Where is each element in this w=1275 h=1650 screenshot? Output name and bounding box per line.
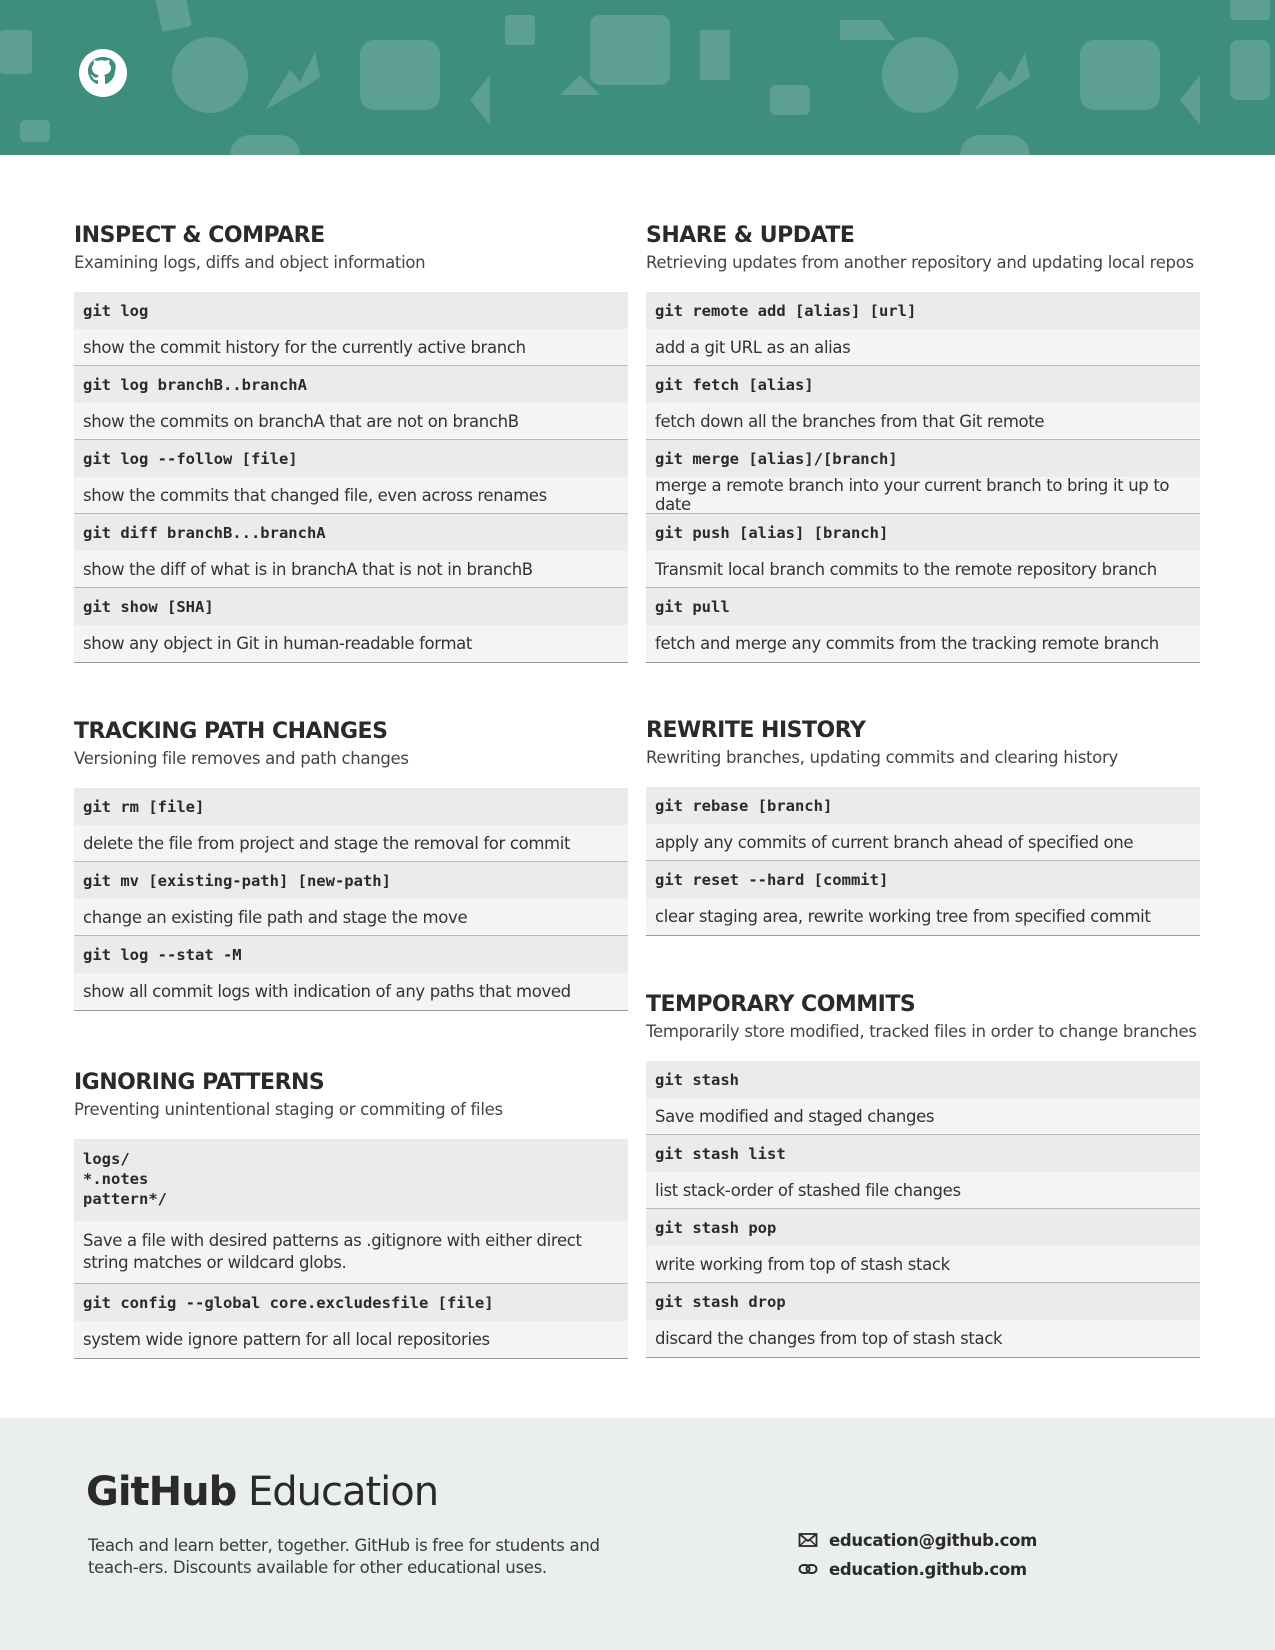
description-cell: Save modified and staged changes [646, 1098, 1200, 1135]
description-cell: clear staging area, rewrite working tree from specified commit [646, 898, 1200, 935]
section-subtitle: Preventing unintentional staging or commiting of files [74, 1100, 503, 1119]
section-title: REWRITE HISTORY [646, 718, 866, 743]
envelope-icon [798, 1530, 818, 1550]
link-icon [798, 1559, 818, 1579]
email-link[interactable]: education@github.com [829, 1530, 1038, 1550]
description-cell: discard the changes from top of stash stack [646, 1320, 1200, 1357]
command-cell: git reset --hard [commit] [646, 861, 1200, 898]
section-subtitle: Temporarily store modified, tracked files in order to change branches [646, 1022, 1197, 1041]
section-title: SHARE & UPDATE [646, 223, 855, 248]
section-subtitle: Rewriting branches, updating commits and clearing history [646, 748, 1118, 767]
section-temporary-commits [646, 992, 1200, 1358]
command-cell: git merge [alias]/[branch] [646, 440, 1200, 477]
command-cell: git log branchB..branchA [74, 366, 628, 403]
command-cell: git log --stat -M [74, 936, 628, 973]
command-table [74, 1139, 628, 1359]
brand-bold: GitHub [86, 1469, 237, 1515]
footer-tagline: Teach and learn better, together. GitHub is free for students and teach-ers. Discounts available for other educational uses. [88, 1536, 600, 1577]
description-cell: write working from top of stash stack [646, 1246, 1200, 1283]
command-cell: git show [SHA] [74, 588, 628, 625]
command-table [646, 787, 1200, 936]
website-link[interactable]: education.github.com [829, 1559, 1027, 1579]
command-cell: git rebase [branch] [646, 787, 1200, 824]
section-rewrite-history [646, 718, 1200, 936]
command-cell: git log --follow [file] [74, 440, 628, 477]
section-title: INSPECT & COMPARE [74, 223, 325, 248]
section-title: TEMPORARY COMMITS [646, 992, 916, 1017]
description-cell: Transmit local branch commits to the remote repository branch [646, 551, 1200, 588]
description-cell: fetch and merge any commits from the tracking remote branch [646, 625, 1200, 662]
description-cell: apply any commits of current branch ahead of specified one [646, 824, 1200, 861]
section-subtitle: Versioning file removes and path changes [74, 749, 409, 768]
command-cell: git stash [646, 1061, 1200, 1098]
section-subtitle: Retrieving updates from another repository and updating local repos [646, 253, 1194, 272]
github-octocat-logo [78, 48, 128, 98]
command-cell: git pull [646, 588, 1200, 625]
description-cell: Save a file with desired patterns as .gitignore with either direct string matches or wildcard globs. [74, 1221, 628, 1284]
command-cell: git stash drop [646, 1283, 1200, 1320]
description-cell: show the commits on branchA that are not on branchB [74, 403, 628, 440]
section-ignoring-patterns [74, 1070, 628, 1359]
command-table [74, 788, 628, 1011]
description-cell: fetch down all the branches from that Git remote [646, 403, 1200, 440]
command-table [646, 292, 1200, 663]
header-banner [0, 0, 1275, 155]
banner-pattern [0, 0, 1275, 155]
contact-email[interactable] [798, 1530, 1037, 1550]
description-cell: merge a remote branch into your current branch to bring it up to date [646, 477, 1200, 514]
command-cell: git mv [existing-path] [new-path] [74, 862, 628, 899]
description-cell: show the commit history for the currently active branch [74, 329, 628, 366]
description-cell: show the diff of what is in branchA that is not in branchB [74, 551, 628, 588]
section-title: IGNORING PATTERNS [74, 1070, 325, 1095]
description-cell: show all commit logs with indication of any paths that moved [74, 973, 628, 1010]
section-inspect-compare [74, 223, 628, 663]
section-title: TRACKING PATH CHANGES [74, 719, 388, 744]
gitignore-code-block: logs/ *.notes pattern*/ [74, 1139, 628, 1221]
command-cell: git log [74, 292, 628, 329]
description-cell: show the commits that changed file, even across renames [74, 477, 628, 514]
description-cell: add a git URL as an alias [646, 329, 1200, 366]
command-cell: git stash list [646, 1135, 1200, 1172]
command-cell: git stash pop [646, 1209, 1200, 1246]
command-table [646, 1061, 1200, 1358]
description-cell: show any object in Git in human-readable format [74, 625, 628, 662]
description-cell: delete the file from project and stage the removal for commit [74, 825, 628, 862]
brand-light: Education [247, 1469, 439, 1515]
command-cell: git push [alias] [branch] [646, 514, 1200, 551]
description-cell: system wide ignore pattern for all local repositories [74, 1321, 628, 1358]
section-share-update [646, 223, 1200, 663]
section-tracking-path-changes [74, 719, 628, 1011]
command-cell: git config --global core.excludesfile [file] [74, 1284, 628, 1321]
github-education-brand [86, 1468, 438, 1516]
command-cell: git remote add [alias] [url] [646, 292, 1200, 329]
description-cell: list stack-order of stashed file changes [646, 1172, 1200, 1209]
footer [0, 1418, 1275, 1650]
command-table [74, 292, 628, 663]
command-cell: git diff branchB...branchA [74, 514, 628, 551]
section-subtitle: Examining logs, diffs and object information [74, 253, 426, 272]
command-cell: git rm [file] [74, 788, 628, 825]
contact-website[interactable] [798, 1559, 1027, 1579]
description-cell: change an existing file path and stage the move [74, 899, 628, 936]
command-cell: git fetch [alias] [646, 366, 1200, 403]
